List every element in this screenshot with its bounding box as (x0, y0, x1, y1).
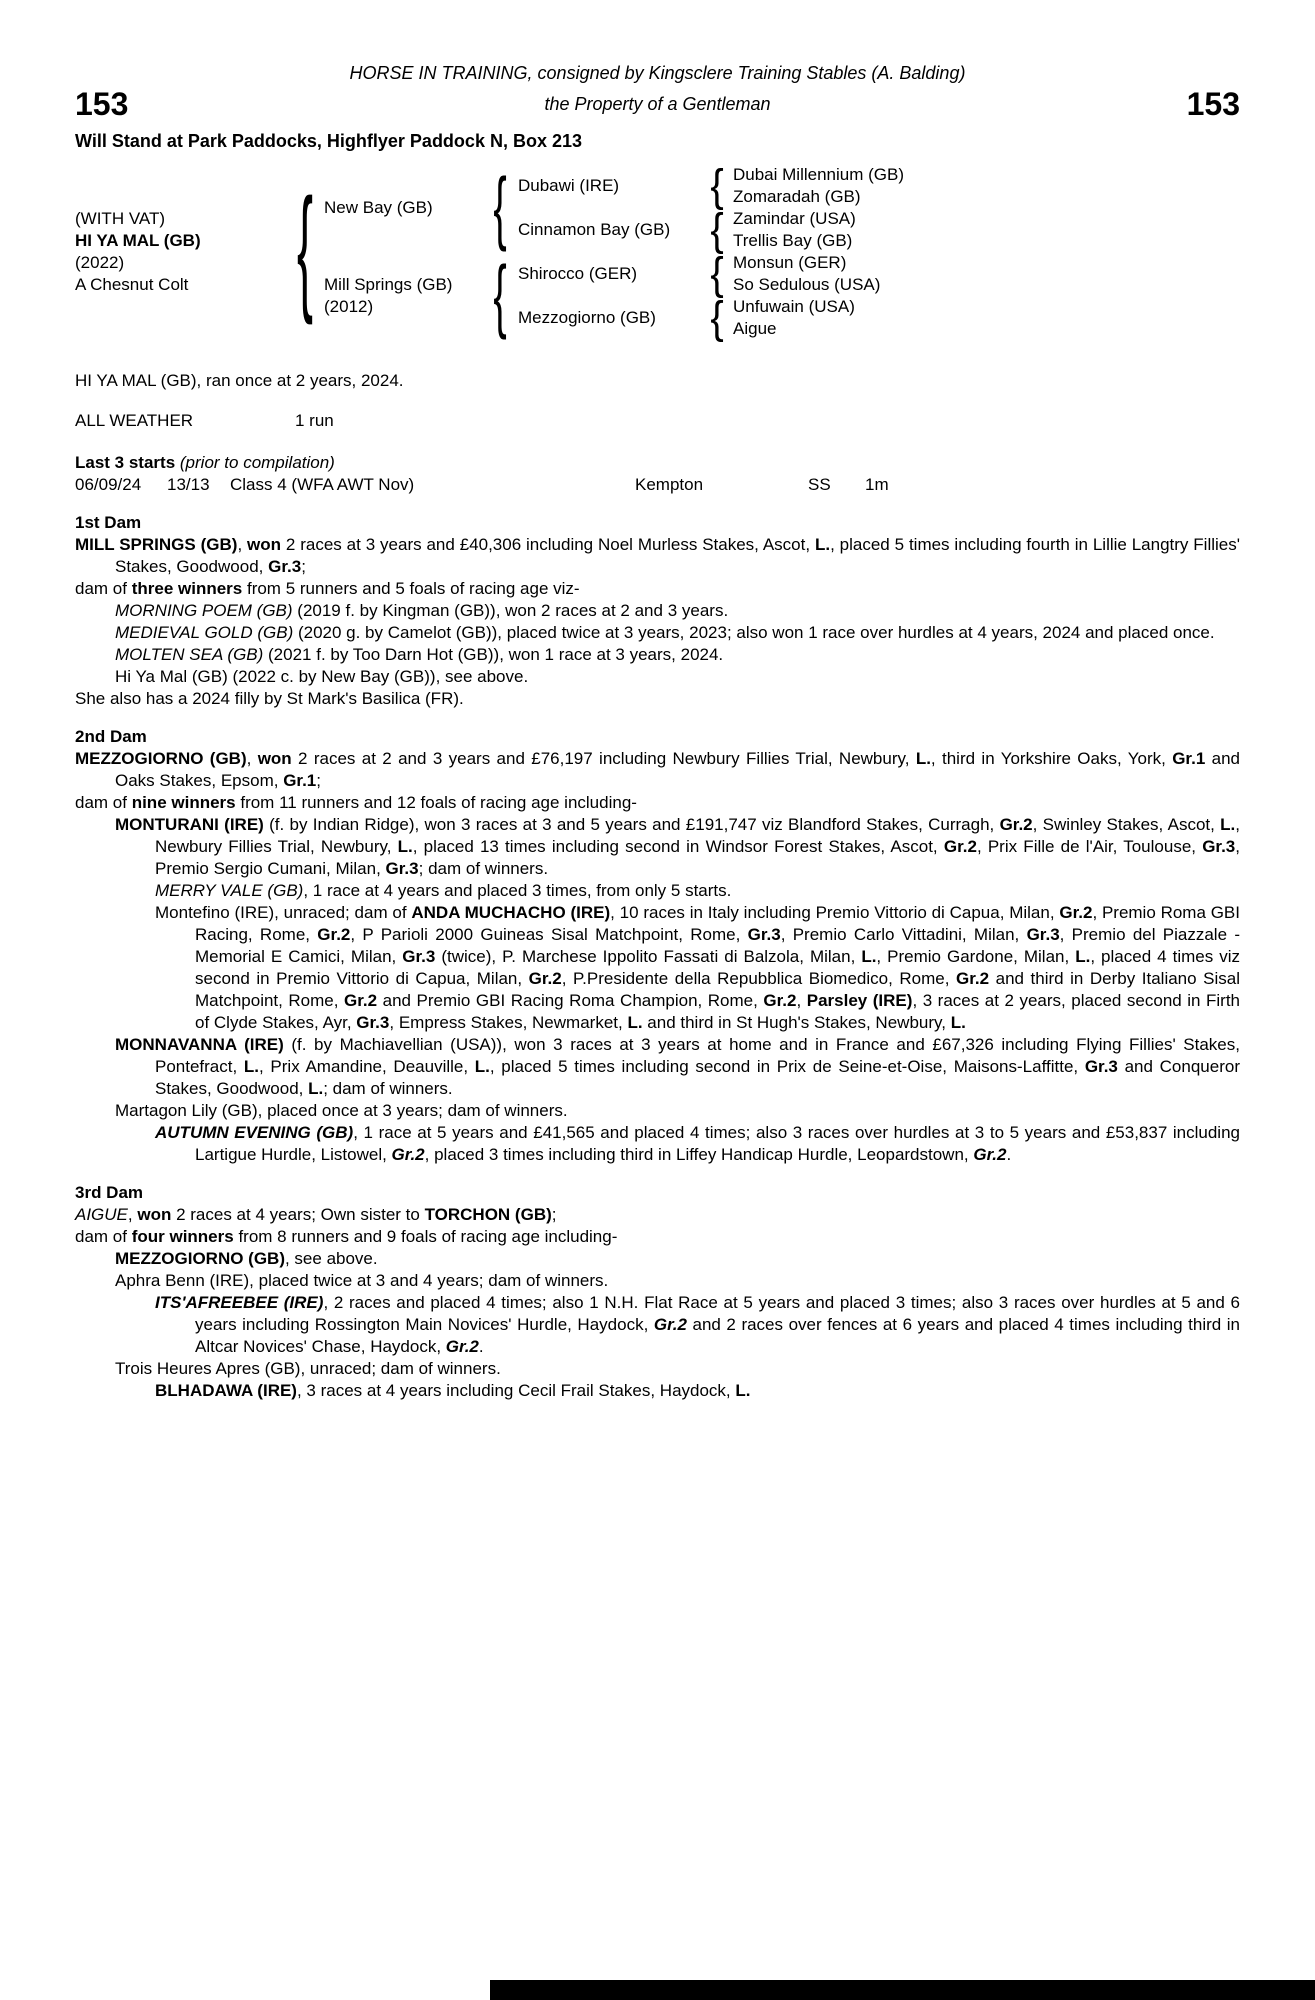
dam2-mezzogiorno: MEZZOGIORNO (GB), won 2 races at 2 and 3 years and £76,197 including Newbury Fillies Trial, Newbury, L., third in Yorkshire Oaks, York, Gr.1 and Oaks Stakes, Epsom, Gr.1; (75, 749, 1241, 790)
dam3-heading: 3rd Dam (75, 1183, 144, 1202)
last-starts-heading (75, 452, 1240, 474)
dam3-aigue: AIGUE, won 2 races at 4 years; Own sister to TORCHON (GB); (75, 1205, 557, 1224)
stand-location-line: Will Stand at Park Paddocks, Highflyer Paddock N, Box 213 (75, 131, 582, 151)
dam-dam-brace: { (710, 293, 724, 343)
dam3-produce-intro: dam of four winners from 8 runners and 9 foals of racing age including- (75, 1227, 618, 1246)
dam-sire-dam: So Sedulous (USA) (733, 275, 881, 294)
dam-dam-dam: Aigue (733, 319, 777, 338)
last-starts-label: Last 3 starts (75, 453, 176, 472)
dam1-hi-ya-mal: Hi Ya Mal (GB) (2022 c. by New Bay (GB)), see above. (115, 667, 529, 686)
last-starts-block (75, 452, 1240, 496)
dam1-2024-filly: She also has a 2024 filly by St Mark's Basilica (FR). (75, 689, 464, 708)
sire-sire-sire: Dubai Millennium (GB) (733, 165, 904, 184)
horse-year: (2022) (75, 253, 125, 272)
surface-runs: 1 run (295, 411, 334, 430)
sire-sire-brace: { (710, 161, 724, 211)
race-course: Kempton (635, 475, 704, 494)
sire-name (318, 197, 488, 219)
sire-dam-unit (512, 205, 904, 255)
dam-dam-unit (512, 293, 880, 343)
dam1-medieval-gold: MEDIEVAL GOLD (GB) (2020 g. by Camelot (GB)), placed twice at 3 years, 2023; also won 1 race over hurdles at 4 years, 2024 and placed once. (115, 623, 1215, 642)
dam2-monnavanna: MONNAVANNA (IRE) (f. by Machiavellian (USA)), won 3 races at 3 years at home and in France and £67,326 including Flying Fillies' Stakes, Pontefract, L., Prix Amandine, Deauville, L., placed 5 times including second in Prix de Seine-et-Oise, Maisons-Laffitte, Gr.3 and Conqueror Stakes, Goodwood, L.; dam of winners. (115, 1035, 1240, 1098)
surface-record-row (75, 410, 1240, 432)
dam-name-text: Mill Springs (GB) (324, 275, 453, 294)
lot-number-left: 153 (75, 86, 129, 122)
dam2-produce-intro: dam of nine winners from 11 runners and 12 foals of racing age including- (75, 793, 637, 812)
sire-sire-dam: Zomaradah (GB) (733, 187, 861, 206)
page-edge-mark (490, 1980, 1315, 2000)
dam-sire-sire: Monsun (GER) (733, 253, 847, 272)
race-going: SS (808, 475, 831, 494)
pedigree-parents (318, 161, 904, 343)
dam2-martagon-lily: Martagon Lily (GB), placed once at 3 years; dam of winners. (115, 1101, 568, 1120)
last-starts-note: (prior to compilation) (175, 453, 335, 472)
sire-dam-dam: Trellis Bay (GB) (733, 231, 853, 250)
sire-dam-brace: { (710, 205, 724, 255)
dam1-produce-intro: dam of three winners from 5 runners and 5 foals of racing age viz- (75, 579, 580, 598)
dam1-molten-sea: MOLTEN SEA (GB) (2021 f. by Too Darn Hot (GB)), won 1 race at 3 years, 2024. (115, 645, 724, 664)
sire-sire-name: Dubawi (IRE) (518, 176, 620, 195)
dam3-aphra-benn: Aphra Benn (IRE), placed twice at 3 and 4 years; dam of winners. (115, 1271, 609, 1290)
race-summary: HI YA MAL (GB), ran once at 2 years, 2024. (75, 371, 404, 390)
race-date: 06/09/24 (75, 475, 142, 494)
race-distance: 1m (865, 475, 889, 494)
pedigree-brace-main: { (296, 173, 314, 328)
dam3-blhadawa: BLHADAWA (IRE), 3 races at 4 years including Cecil Frail Stakes, Haydock, L. (155, 1381, 751, 1400)
dam-line (318, 249, 904, 343)
dam1-heading: 1st Dam (75, 513, 142, 532)
consignor-line: HORSE IN TRAINING, consigned by Kingsclere Training Stables (A. Balding) (349, 63, 966, 83)
dam3-mezzogiorno: MEZZOGIORNO (GB), see above. (115, 1249, 378, 1268)
vat-note: (WITH VAT) (75, 209, 166, 228)
pedigree-subject (75, 208, 292, 296)
sire-brace: { (493, 162, 507, 254)
dam-dam-sire: Unfuwain (USA) (733, 297, 855, 316)
pedigree-table (75, 161, 1240, 343)
race-position: 13/13 (167, 475, 210, 494)
dam2-merry-vale: MERRY VALE (GB), 1 race at 4 years and placed 3 times, from only 5 starts. (155, 881, 732, 900)
sire-dam-sire: Zamindar (USA) (733, 209, 856, 228)
surface-label: ALL WEATHER (75, 411, 194, 430)
dam-sire-brace: { (710, 249, 724, 299)
dam2-heading: 2nd Dam (75, 727, 147, 746)
property-line: the Property of a Gentleman (544, 94, 771, 114)
sire-name-text: New Bay (GB) (324, 198, 433, 217)
sire-line (318, 161, 904, 255)
race-class: Class 4 (WFA AWT Nov) (230, 475, 415, 494)
lot-row (75, 86, 1240, 122)
horse-name: HI YA MAL (GB) (75, 231, 201, 250)
dam1-mill-springs: MILL SPRINGS (GB), won 2 races at 3 years and £40,306 including Noel Murless Stakes, Ascot, L., placed 5 times including fourth in Lillie Langtry Fillies' Stakes, Goodwood, Gr.3; (75, 535, 1240, 576)
dam-sire-unit (512, 249, 881, 299)
dam-brace: { (493, 250, 507, 342)
dam2-montefino: Montefino (IRE), unraced; dam of ANDA MUCHACHO (IRE), 10 races in Italy including Premio Vittorio di Capua, Milan, Gr.2, Premio Roma GBI Racing, Rome, Gr.2, P Parioli 2000 Guineas Sisal Matchpoint, Rome, Gr.3, Premio Carlo Vittadini, Milan, Gr.3, Premio del Piazzale - Memorial E Camici, Milan, Gr.3 (twice), P. Marchese Ippolito Fassati di Balzola, Milan, L., Premio Gardone, Milan, L., placed 4 times viz second in Premio Vittorio di Capua, Milan, Gr.2, P.Presidente della Repubblica Biomedico, Rome, Gr.2 and third in Derby Italiano Sisal Matchpoint, Rome, Gr.2 and Premio GBI Racing Roma Champion, Rome, Gr.2, Parsley (IRE), 3 races at 2 years, placed second in Firth of Clyde Stakes, Ayr, Gr.3, Empress Stakes, Newmarket, L. and third in St Hugh's Stakes, Newbury, L. (155, 903, 1241, 1032)
race-result-row (75, 474, 1240, 496)
sire-sire-unit (512, 161, 904, 211)
dam-year-text: (2012) (324, 297, 374, 316)
dam3-trois-heures-apres: Trois Heures Apres (GB), unraced; dam of winners. (115, 1359, 501, 1378)
dam-sire-name: Shirocco (GER) (518, 264, 638, 283)
lot-number-right: 153 (1186, 86, 1240, 122)
sire-dam-name: Cinnamon Bay (GB) (518, 220, 671, 239)
dam-name (318, 274, 488, 318)
dam3-itsafreebee: ITS'AFREEBEE (IRE), 2 races and placed 4 times; also 1 N.H. Flat Race at 5 years and placed 3 times; also 3 races over hurdles at 5 and 6 years including Rossington Main Novices' Hurdle, Haydock, Gr.2 and 2 races over fences at 6 years and placed 4 times including third in Altcar Novices' Chase, Haydock, Gr.2. (155, 1293, 1241, 1356)
dam2-monturani: MONTURANI (IRE) (f. by Indian Ridge), won 3 races at 3 and 5 years and £191,747 viz Blandford Stakes, Curragh, Gr.2, Swinley Stakes, Ascot, L., Newbury Fillies Trial, Newbury, L., placed 13 times including second in Windsor Forest Stakes, Ascot, Gr.2, Prix Fille de l'Air, Toulouse, Gr.3, Premio Sergio Cumani, Milan, Gr.3; dam of winners. (115, 815, 1241, 878)
dam-dam-name: Mezzogiorno (GB) (518, 308, 656, 327)
dam2-autumn-evening: AUTUMN EVENING (GB), 1 race at 5 years and £41,565 and placed 4 times; also 3 races over hurdles at 3 to 5 years and £53,837 including Lartigue Hurdle, Listowel, Gr.2, placed 3 times including third in Liffey Handicap Hurdle, Leopardstown, Gr.2. (155, 1123, 1240, 1164)
dam1-morning-poem: MORNING POEM (GB) (2019 f. by Kingman (GB)), won 2 races at 2 and 3 years. (115, 601, 729, 620)
horse-description: A Chesnut Colt (75, 275, 189, 294)
